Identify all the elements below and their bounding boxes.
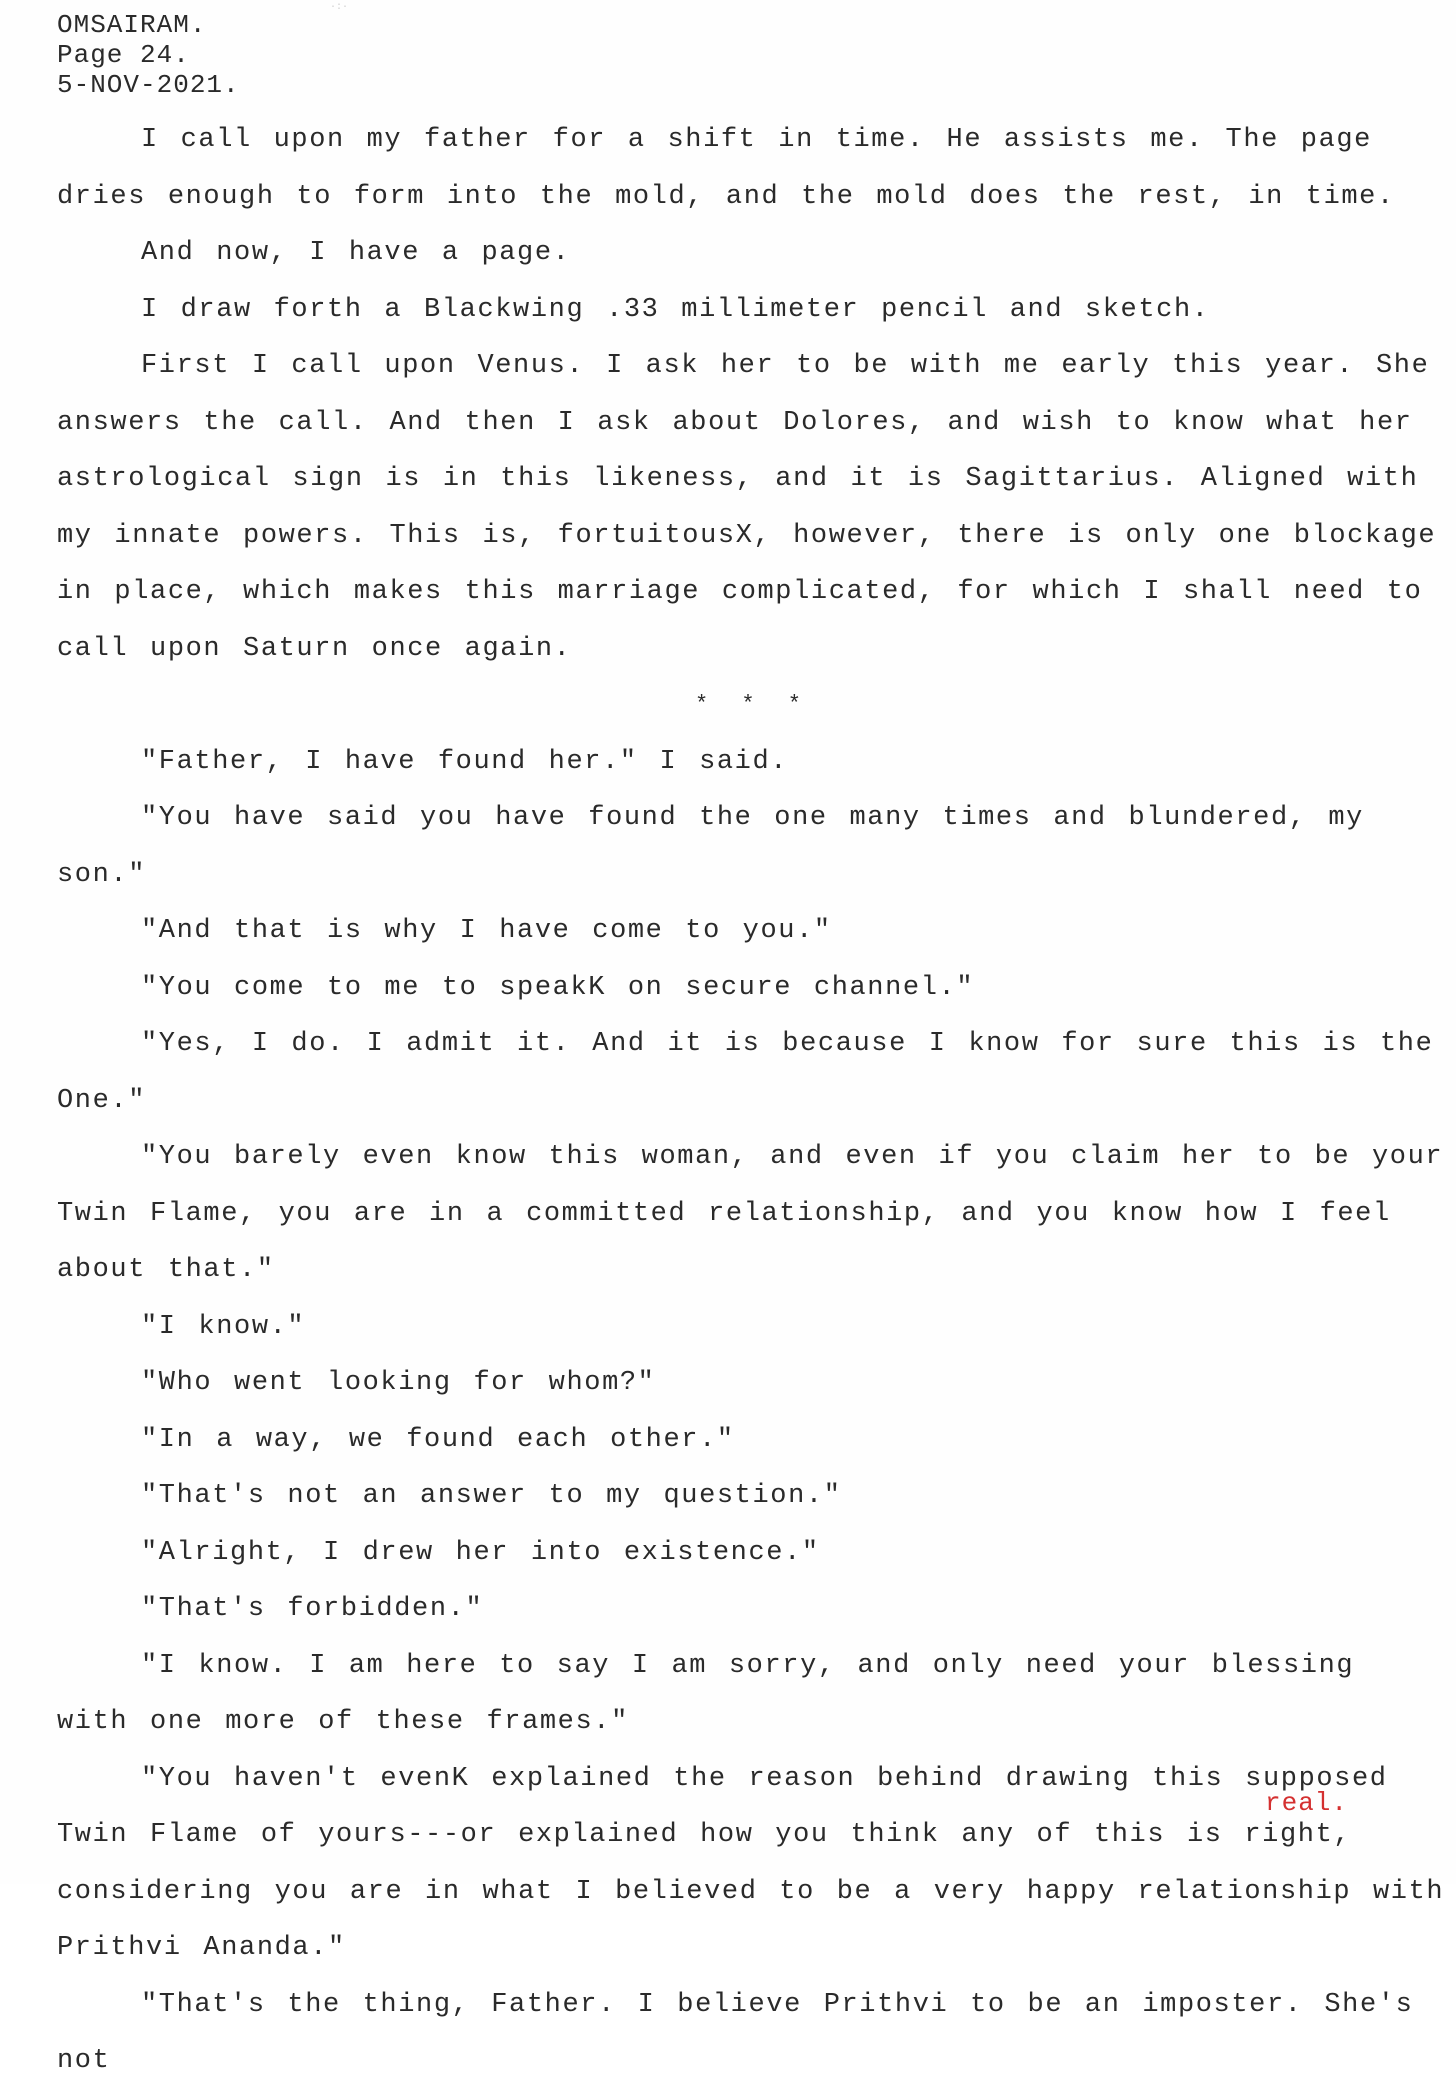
dialogue-line: "I know. I am here to say I am sorry, and only need your blessing with one more of these frames."	[57, 1650, 1355, 1737]
dialogue-line: "You have said you have found the one many times and blundered, my son."	[57, 803, 1364, 890]
dialogue-line: "And that is why I have come to you."	[141, 916, 832, 946]
header-date: 5-NOV-2021.	[57, 70, 240, 100]
paper-speck: ·:·	[330, 2, 349, 13]
dialogue-line: "You barely even know this woman, and even if you claim her to be your Twin Flame, you are in a committed relationship, and you know how I feel about that."	[57, 1142, 1444, 1285]
dialogue-line: "I know."	[141, 1311, 306, 1342]
section-separator: * * *	[694, 692, 809, 717]
paragraph: I call upon my father for a shift in time. He assists me. The page dries enough to form into the mold, and the mold does the rest, in time.	[57, 125, 1395, 212]
body-text	[57, 112, 1447, 2090]
header-title: OMSAIRAM.	[57, 10, 207, 40]
dialogue-line: "That's forbidden."	[141, 1594, 484, 1624]
handwritten-correction: real.	[1265, 1788, 1349, 1818]
dialogue-line: "That's not an answer to my question."	[141, 1481, 842, 1511]
dialogue-line: "That's the thing, Father. I believe Prithvi to be an imposter. She's not	[57, 1989, 1414, 2076]
paragraph: First I call upon Venus. I ask her to be with me early this year. She answers the call. And then I ask about Dolores, and wish to know what her astrological sign is in this likeness, and it is Sagittarius. Aligned with my innate powers. This is, fortuitousX, however, there is only one blockage in place, which makes this marriage complicated, for which I shall need to call upon Saturn once again.	[57, 351, 1437, 664]
paragraph: And now, I have a page.	[141, 238, 571, 268]
dialogue-line: "Father, I have found her." I said.	[141, 746, 789, 777]
dialogue-line: "Yes, I do. I admit it. And it is because I know for sure this is the One."	[57, 1029, 1434, 1116]
dialogue-line: "Alright, I drew her into existence."	[141, 1537, 820, 1568]
paragraph: I draw forth a Blackwing .33 millimeter pencil and sketch.	[141, 294, 1210, 325]
header-page-number: Page 24.	[57, 40, 190, 70]
page-header	[57, 10, 240, 100]
dialogue-line: "You come to me to speakK on secure channel."	[141, 972, 975, 1003]
dialogue-line: "You haven't evenK explained the reason behind drawing this supposed Twin Flame of yours---or explained how you think any of this is right, considering you are in what I believed to be a very happy relationship with Prithvi Ananda."	[57, 1763, 1445, 1963]
dialogue-line: "Who went looking for whom?"	[141, 1368, 656, 1398]
dialogue-line: "In a way, we found each other."	[141, 1424, 735, 1455]
